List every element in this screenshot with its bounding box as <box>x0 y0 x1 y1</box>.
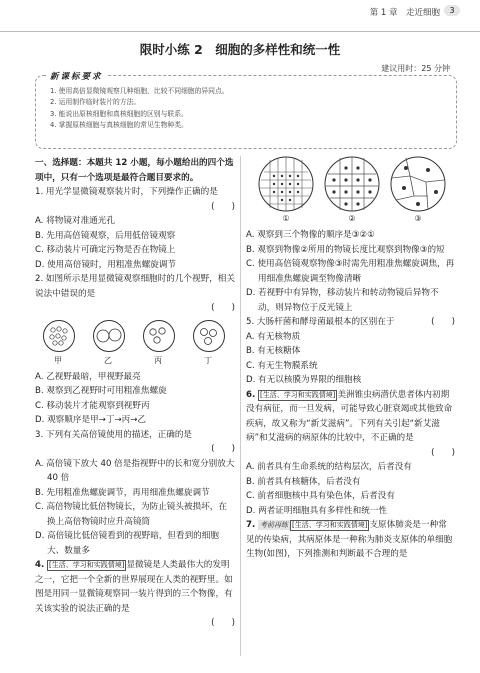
option: C. 使用高倍镜观察物像③时需先用粗准焦螺旋调焦，再用细准焦螺旋调至物像清晰 <box>246 259 455 284</box>
requirement-item: 3. 能说出原核细胞和真核细胞的区别与联系。 <box>50 109 188 118</box>
option: A. 乙视野最暗，甲视野最亮 <box>35 371 141 382</box>
answer-paren: ( ) <box>211 444 235 454</box>
cell-images-figure <box>246 156 455 228</box>
page-title: 限时小练 2 细胞的多样性和统一性 <box>139 42 341 57</box>
context-tag: [生活、学习和实践情境] <box>291 521 368 529</box>
option: C. 移动装片才能观察到视野丙 <box>35 400 150 411</box>
question-7-stem: 7. 考前再练 [生活、学习和实践情境] 支原体肺炎是一种常见的传染病，其病原体是一种称为肺炎支原体的单细胞生物(如图)，下列推测和判断最不合理的是 <box>246 520 453 559</box>
option: D. 有无以核膜为界限的细胞核 <box>246 375 362 385</box>
field-circle-jia <box>43 320 75 352</box>
question-6-stem: 6. [生活、学习和实践情境] 美洲锥虫病潜伏患者体内初期没有病征，而一旦发病，可能导致心脏衰竭或其他致命疾病，故又称为“新艾滋病”。下列有关引起“新艾滋病”和艾滋病的病原体的比较中，不正确的是 <box>246 389 453 443</box>
requirements-list <box>50 86 229 131</box>
column-divider <box>240 156 241 656</box>
option: B. 先用粗准焦螺旋调节，再用细准焦螺旋调节 <box>35 487 210 498</box>
option: A. 前者具有生命系统的结构层次，后者没有 <box>246 462 412 472</box>
microscope-fields-figure <box>35 320 235 368</box>
option: A. 观察到三个物像的顺序是③②① <box>246 230 375 240</box>
option: D. 两者证明细胞具有多样性和统一性 <box>246 505 387 516</box>
requirement-item: 1. 使用高倍显微镜观察几种细胞，比较不同细胞的异同点。 <box>50 87 229 95</box>
option: B. 先用高倍镜观察，后用低倍镜观察 <box>35 230 176 241</box>
fig-label: 丁 <box>204 355 212 365</box>
header-rule <box>0 31 480 32</box>
question-1-stem: 1. 用光学显微镜观察装片时，下列操作正确的是 <box>35 187 218 197</box>
answer-paren: ( ) <box>211 618 235 628</box>
option: A. 有无核物质 <box>246 331 301 342</box>
option: D. 若视野中有异物，移动装片和转动物镜后异物不动，则异物位于反光镜上 <box>246 288 439 313</box>
fig-label: ① <box>282 214 290 223</box>
option: A. 高倍镜下放大 40 倍是指视野中的长和宽分别放大 40 倍 <box>35 458 235 483</box>
answer-paren: ( ) <box>431 447 455 458</box>
context-tag: [生活、学习和实践情境] <box>48 561 125 569</box>
field-circle-bing <box>143 320 175 352</box>
option: C. 移动装片可确定污物是否在物镜上 <box>35 245 176 255</box>
fig-label: ② <box>348 214 356 223</box>
cell-images-svg <box>246 156 455 212</box>
option: B. 前者具有核糖体，后者没有 <box>246 476 361 487</box>
fig-label: ③ <box>414 214 422 223</box>
option: C. 高倍物镜比低倍物镜长，为防止镜头被损坏，在换上高倍物镜时应升高镜筒 <box>35 502 227 527</box>
answer-paren: ( ) <box>211 303 235 313</box>
section-heading: 一、选择题：本题共 12 小题，每小题给出的四个选项中，只有一个选项是最符合题目要求的。 <box>35 158 234 183</box>
question-4-stem: 4. [生活、学习和实践情境] 显微镜是人类最伟大的发明之一，它把一个全新的世界展现在人类的视野里。如图是用同一显微镜观察同一装片得到的三个物像，有关该实验的说法正确的是 <box>35 560 233 614</box>
page-number: 3 <box>444 5 460 16</box>
answer-paren: ( ) <box>211 201 235 212</box>
context-tag: [生活、学习和实践情境] <box>259 390 336 399</box>
option: C. 前者细胞核中具有染色体，后者没有 <box>246 491 395 501</box>
exam-tag: 考前再练 <box>259 521 288 529</box>
time-hint: 建议用时：25 分钟 <box>381 64 450 73</box>
option: B. 有无核糖体 <box>246 346 301 356</box>
requirement-item: 2. 运用制作临时装片的方法。 <box>50 98 141 107</box>
requirements-box <box>35 72 457 149</box>
requirements-title: 新课标要求 <box>46 70 107 82</box>
question-2-stem: 2. 如图所示是用显微镜观察细胞时的几个视野，相关说法中错误的是 <box>35 274 235 299</box>
question-5-stem: 5. 大肠杆菌和酵母菌最根本的区别在于 ( ) <box>246 317 455 327</box>
left-column <box>35 156 235 631</box>
option: A. 将物镜对准通光孔 <box>35 216 115 226</box>
fig-label: 丙 <box>154 355 162 365</box>
option: B. 观察到乙视野时可用粗准焦螺旋 <box>35 386 167 396</box>
option: D. 使用高倍镜时，用粗准焦螺旋调节 <box>35 259 176 270</box>
option: B. 观察到物像②所用的物镜长度比观察到物像③的短 <box>246 244 445 255</box>
option: D. 观察顺序是甲→丁→丙→乙 <box>35 415 147 425</box>
right-column <box>246 156 455 562</box>
chapter-label: 第 1 章 走近细胞 <box>369 8 440 18</box>
fig-label: 甲 <box>54 355 62 365</box>
fig-label: 乙 <box>104 355 112 365</box>
field-circle-yi <box>93 320 125 352</box>
page-header <box>0 0 480 32</box>
requirement-item: 4. 掌握原核细胞与真核细胞的常见生物种类。 <box>50 120 188 129</box>
field-circle-ding <box>193 320 225 352</box>
option: C. 有无生物膜系统 <box>246 360 318 371</box>
option: D. 高倍镜比低倍镜看到的视野暗，但看到的细胞大、数量多 <box>35 531 219 556</box>
question-3-stem: 3. 下列有关高倍镜使用的描述，正确的是 <box>35 429 193 440</box>
